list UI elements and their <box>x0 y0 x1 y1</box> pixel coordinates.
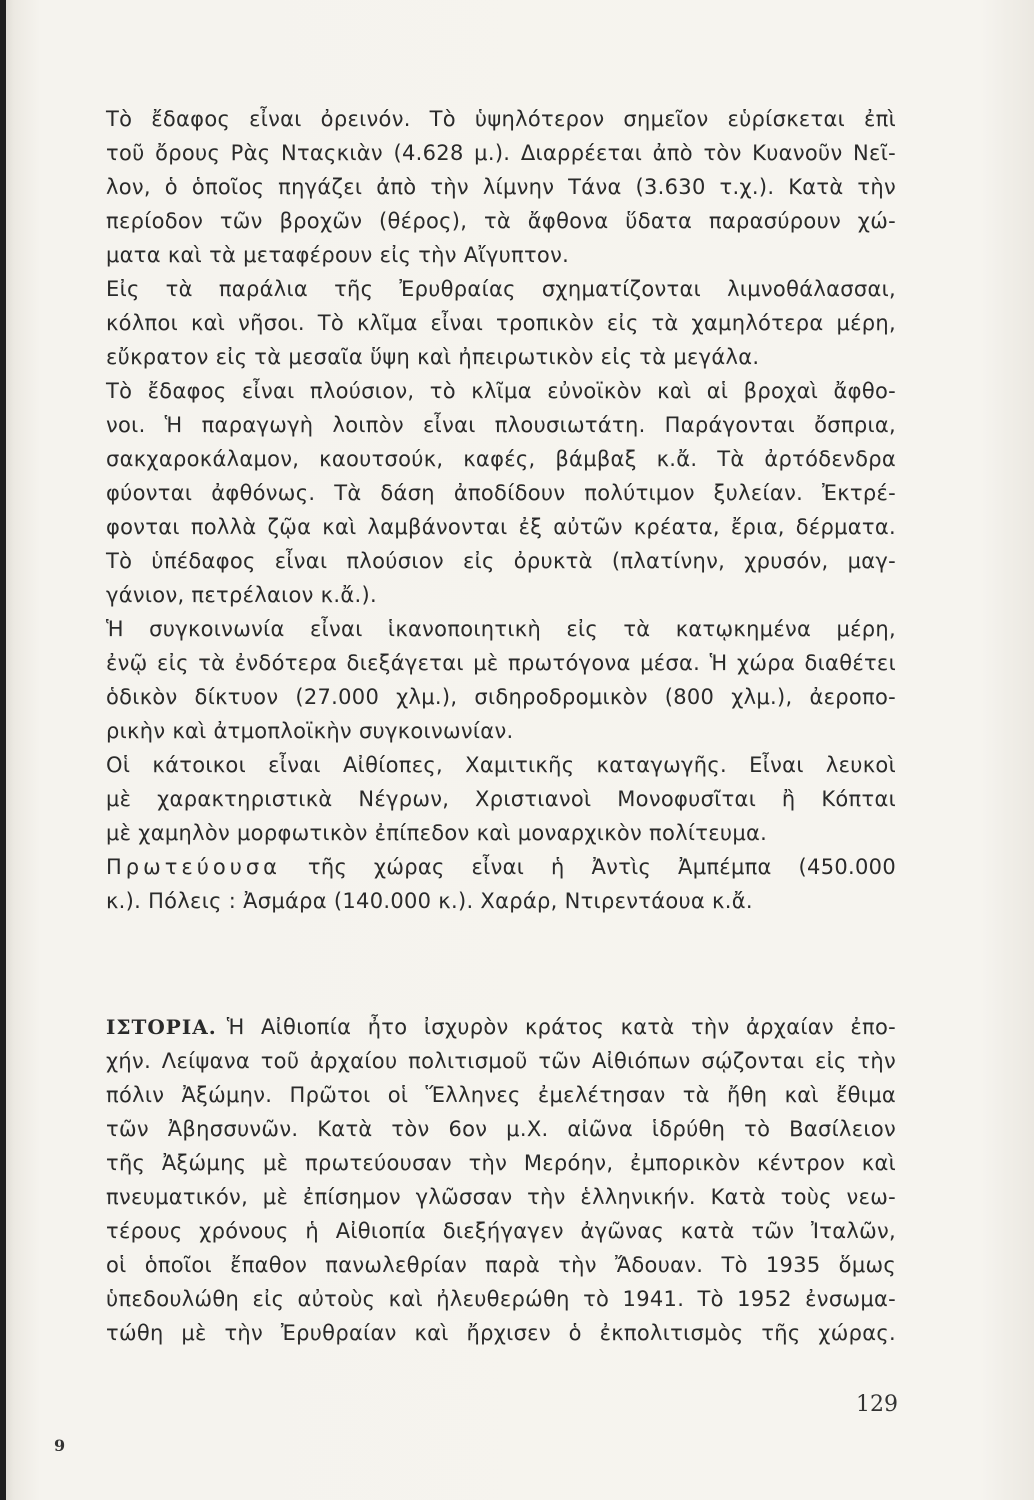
history-first-text: Ἡ Αἰθιοπία ἦτο ἰσχυρὸν κράτος κατὰ τὴν ἀρχαίαν ἐπο- <box>226 1015 896 1039</box>
text-line: λον, ὁ ὁποῖος πηγάζει ἀπὸ τὴν λίμνην Τάνα (3.630 τ.χ.). Κατὰ τὴν <box>106 175 896 199</box>
text-line: χήν. Λείψανα τοῦ ἀρχαίου πολιτισμοῦ τῶν Αἰθιόπων σῴζονται εἰς τὴν <box>106 1049 896 1073</box>
history-first-line <box>106 1010 896 1044</box>
text-line: κόλποι καὶ νῆσοι. Τὸ κλῖμα εἶναι τροπικὸν εἰς τὰ χαμηλότερα μέρη, <box>106 311 896 335</box>
text-line: ματα καὶ τὰ μεταφέρουν εἰς τὴν Αἴγυπτον. <box>106 243 570 267</box>
text-line: φύονται ἀφθόνως. Τὰ δάση ἀποδίδουν πολύτιμον ξυλείαν. Ἐκτρέ- <box>106 481 896 505</box>
text-line: φονται πολλὰ ζῷα καὶ λαμβάνονται ἐξ αὐτῶν κρέατα, ἔρια, δέρματα. <box>106 515 896 539</box>
text-line: τώθη μὲ τὴν Ἐρυθραίαν καὶ ἤρχισεν ὁ ἐκπολιτισμὸς τῆς χώρας. <box>106 1321 896 1345</box>
page-text <box>106 102 896 1350</box>
text-line: Τὸ ὑπέδαφος εἶναι πλούσιον εἰς ὀρυκτὰ (πλατίνην, χρυσόν, μαγ- <box>106 549 896 573</box>
text-line: Ἡ συγκοινωνία εἶναι ἱκανοποιητικὴ εἰς τὰ κατῳκημένα μέρη, <box>106 617 896 641</box>
book-spine-edge <box>0 0 6 1500</box>
text-line: τέρους χρόνους ἡ Αἰθιοπία διεξήγαγεν ἀγῶνας κατὰ τῶν Ἰταλῶν, <box>106 1219 896 1243</box>
text-line: τῆς Ἀξώμης μὲ πρωτεύουσαν τὴν Μερόην, ἐμπορικὸν κέντρον καὶ <box>106 1151 896 1175</box>
text-line: ὑπεδουλώθη εἰς αὐτοὺς καὶ ἠλευθερώθη τὸ 1941. Τὸ 1952 ἐνσωμα- <box>106 1287 896 1311</box>
text-line: μὲ χαμηλὸν μορφωτικὸν ἐπίπεδον καὶ μοναρχικὸν πολίτευμα. <box>106 821 768 845</box>
text-line: ἐνῷ εἰς τὰ ἐνδότερα διεξάγεται μὲ πρωτόγονα μέσα. Ἡ χώρα διαθέτει <box>106 651 896 675</box>
text-line: γάνιον, πετρέλαιον κ.ἄ.). <box>106 583 377 607</box>
capital-word: Πρωτεύουσα <box>106 855 282 879</box>
text-line: πόλιν Ἀξώμην. Πρῶτοι οἱ Ἕλληνες ἐμελέτησαν τὰ ἤθη καὶ ἔθιμα <box>106 1083 896 1107</box>
text-line: κ.). Πόλεις : Ἀσμάρα (140.000 κ.). Χαράρ, Ντιρεντάουα κ.ἄ. <box>106 889 753 913</box>
text-line: μὲ χαρακτηριστικὰ Νέγρων, Χριστιανοὶ Μονοφυσῖται ἢ Κόπται <box>106 787 896 811</box>
section-gap <box>106 918 896 1010</box>
text-line: τῶν Ἀβησσυνῶν. Κατὰ τὸν 6ον μ.Χ. αἰῶνα ἱδρύθη τὸ Βασίλειον <box>106 1117 896 1141</box>
text-line: νοι. Ἡ παραγωγὴ λοιπὸν εἶναι πλουσιωτάτη. Παράγονται ὄσπρια, <box>106 413 896 437</box>
text-line: περίοδον τῶν βροχῶν (θέρος), τὰ ἄφθονα ὕδατα παρασύρουν χώ- <box>106 209 896 233</box>
text-line: εὔκρατον εἰς τὰ μεσαῖα ὕψη καὶ ἠπειρωτικὸν εἰς τὰ μεγάλα. <box>106 345 760 369</box>
text-line: ὁδικὸν δίκτυον (27.000 χλμ.), σιδηροδρομικὸν (800 χλμ.), ἀεροπο- <box>106 685 896 709</box>
text-line: Τὸ ἔδαφος εἶναι ὀρεινόν. Τὸ ὑψηλότερον σημεῖον εὑρίσκεται ἐπὶ <box>106 107 896 131</box>
capital-rest: τῆς χώρας εἶναι ἡ Ἀντὶς Ἀμπέμπα (450.000 <box>307 855 896 879</box>
text-line: Τὸ ἔδαφος εἶναι πλούσιον, τὸ κλῖμα εὐνοϊκὸν καὶ αἱ βροχαὶ ἄφθο- <box>106 379 896 403</box>
text-line: οἱ ὁποῖοι ἔπαθον πανωλεθρίαν παρὰ τὴν Ἄδουαν. Τὸ 1935 ὅμως <box>106 1253 896 1277</box>
signature-mark: 9 <box>54 1436 66 1455</box>
text-line: Εἰς τὰ παράλια τῆς Ἐρυθραίας σχηματίζονται λιμνοθάλασσαι, <box>106 277 896 301</box>
text-line: πνευματικόν, μὲ ἐπίσημον γλῶσσαν τὴν ἑλληνικήν. Κατὰ τοὺς νεω- <box>106 1185 896 1209</box>
history-heading: ΙΣΤΟΡΙΑ. <box>106 1015 217 1039</box>
text-line: Οἱ κάτοικοι εἶναι Αἰθίοπες, Χαμιτικῆς καταγωγῆς. Εἶναι λευκοὶ <box>106 753 896 777</box>
text-line: σακχαροκάλαμον, καουτσούκ, καφές, βάμβαξ κ.ἄ. Τὰ ἀρτόδενδρα <box>106 447 896 471</box>
page-number: 129 <box>856 1392 898 1417</box>
capital-line <box>106 850 896 884</box>
text-line: ρικὴν καὶ ἀτμοπλοϊκὴν συγκοινωνίαν. <box>106 719 514 743</box>
text-line: τοῦ ὄρους Ρὰς Νταςκιὰν (4.628 μ.). Διαρρέεται ἀπὸ τὸν Κυανοῦν Νεῖ- <box>106 141 896 165</box>
